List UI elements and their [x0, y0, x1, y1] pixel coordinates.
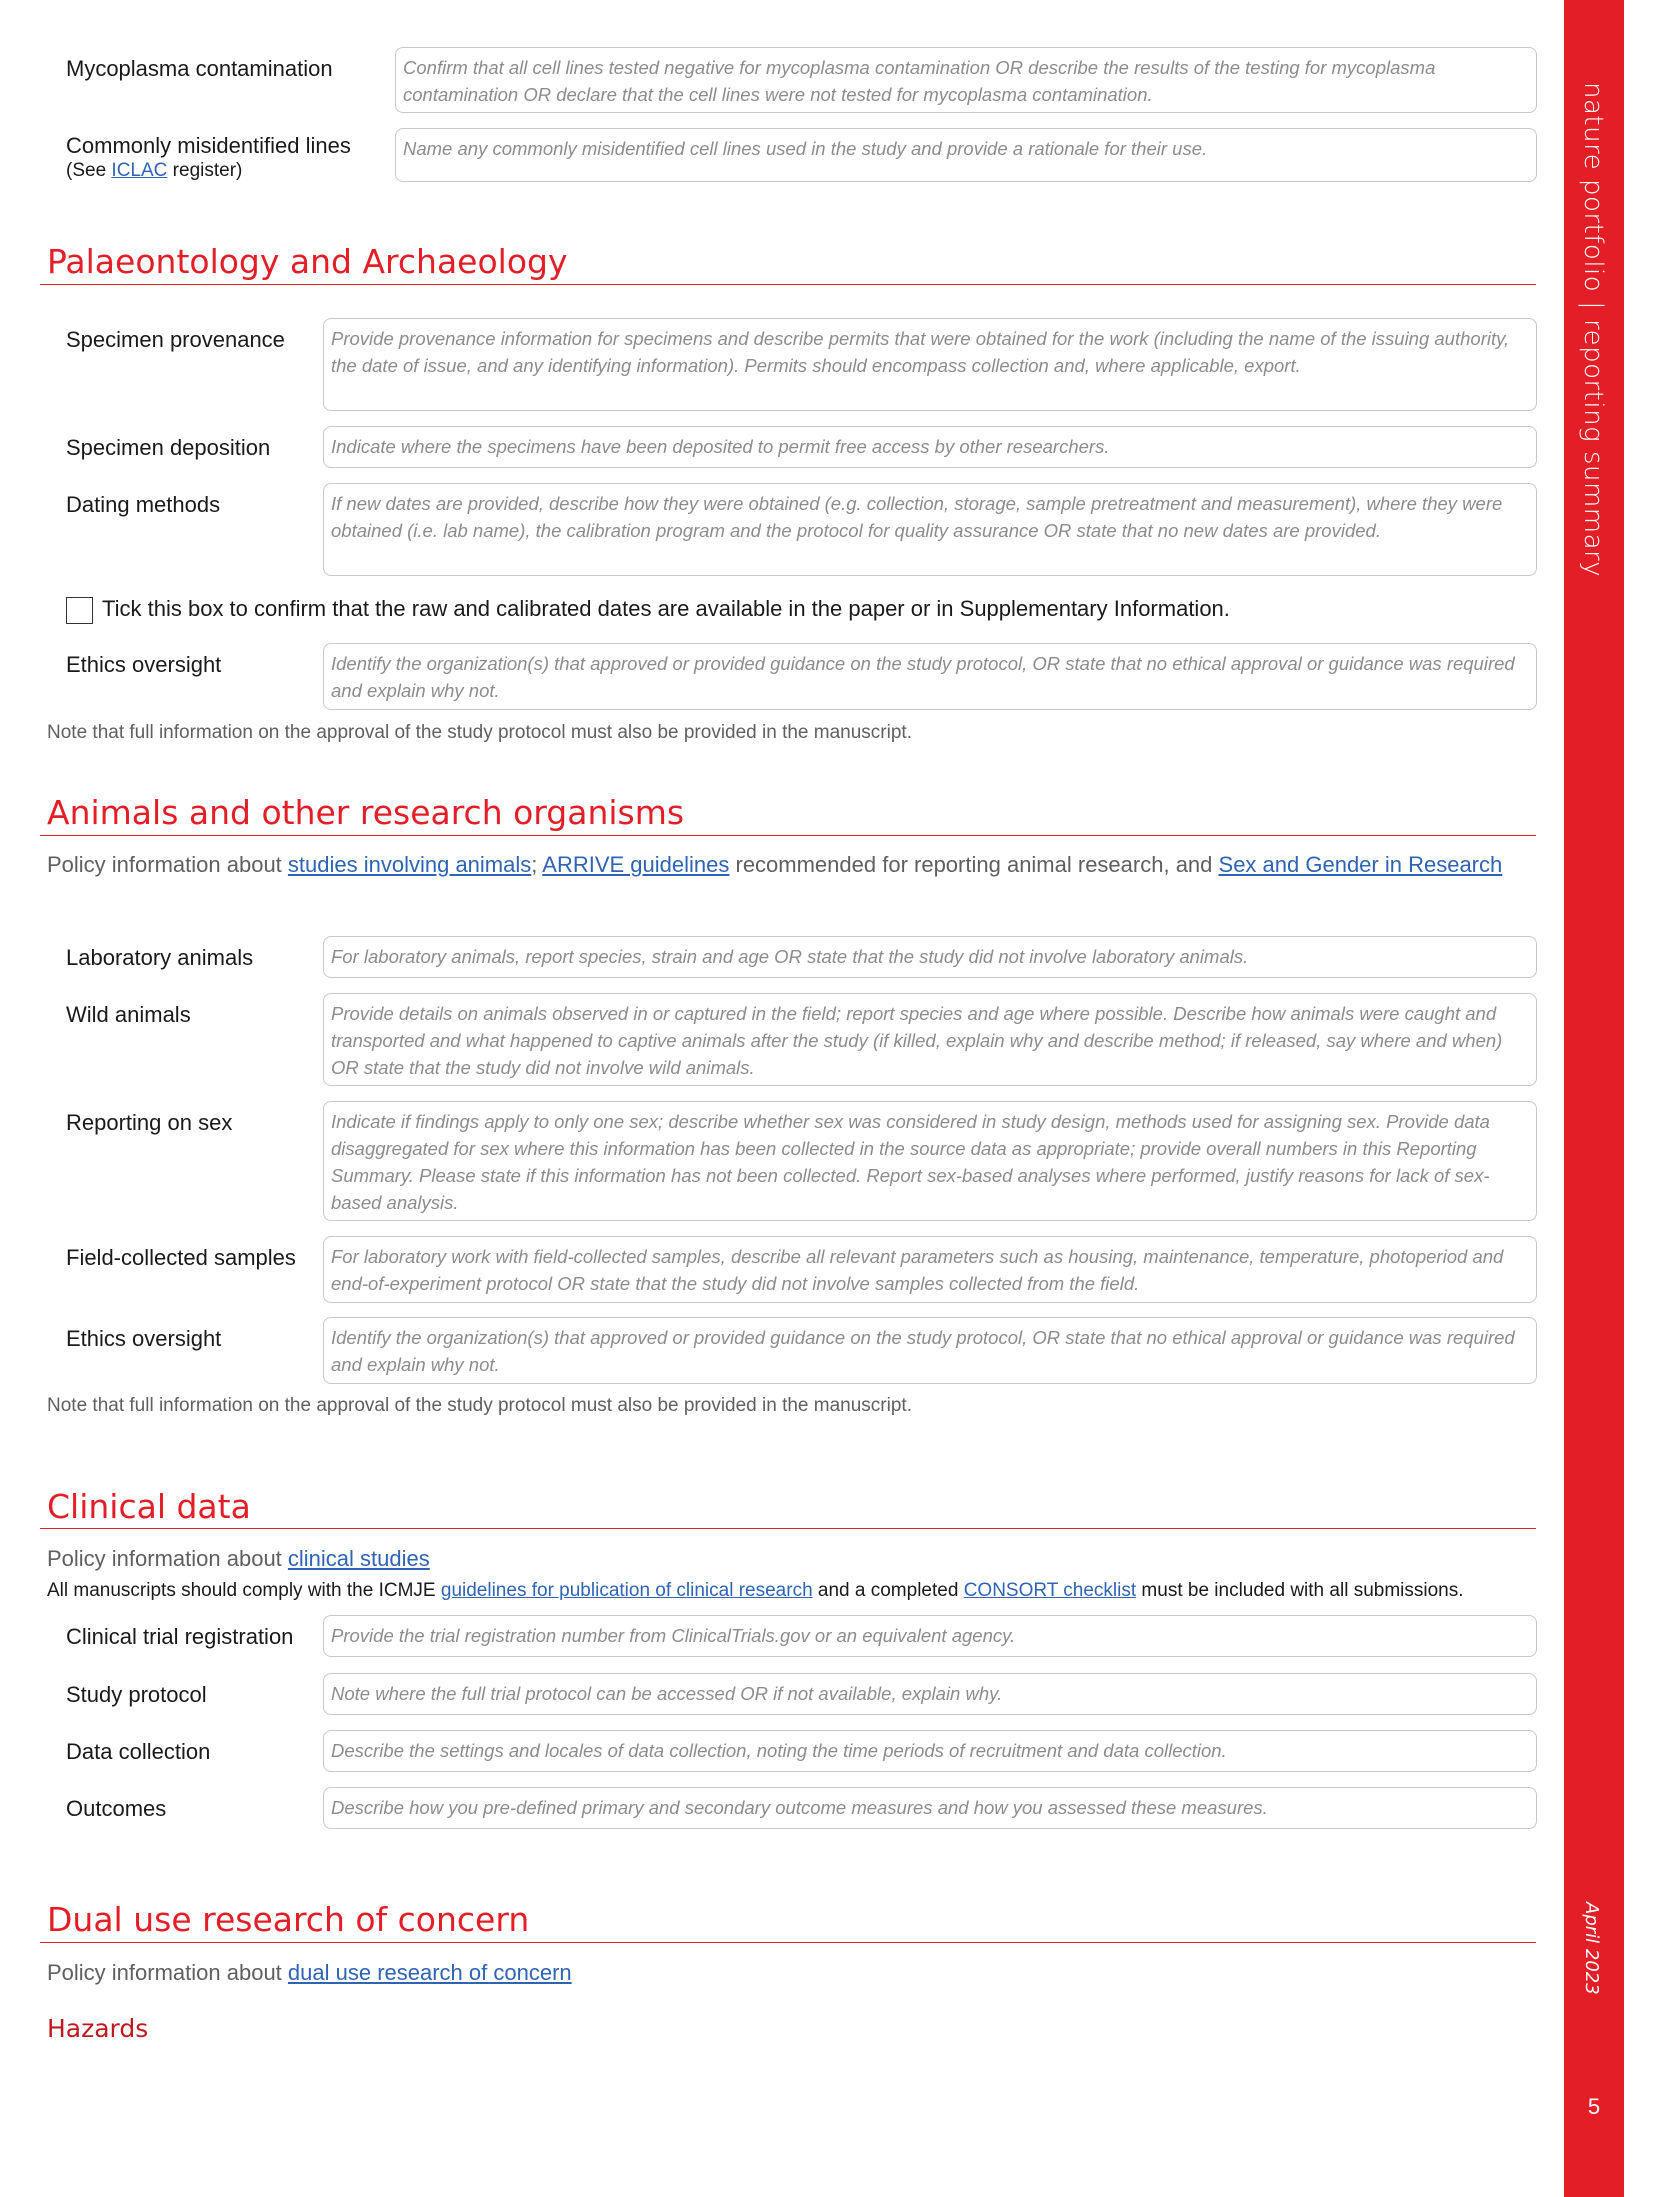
section-rule [40, 835, 1536, 836]
clinical-policy: Policy information about clinical studies [47, 1546, 430, 1571]
dual-use-link[interactable]: dual use research of concern [287, 1960, 572, 1985]
clinical-studies-link[interactable]: clinical studies [287, 1546, 430, 1571]
laboratory-field[interactable]: For laboratory animals, report species, strain and age OR state that the study did not involve laboratory animals. [323, 936, 1537, 978]
registration-field[interactable]: Provide the trial registration number from ClinicalTrials.gov or an equivalent agency. [323, 1615, 1537, 1657]
note-animals: Note that full information on the approval of the study protocol must also be provided in the manuscript. [47, 1395, 912, 1416]
hazards-heading: Hazards [47, 2014, 149, 2043]
laboratory-label: Laboratory animals [66, 945, 254, 970]
provenance-label: Specimen provenance [66, 327, 285, 352]
field-samples-field[interactable]: For laboratory work with field-collected samples, describe all relevant parameters such as housing, maintenance, temperature, photoperiod and end-of-experiment protocol OR state that the study did not involve samples collected from the field. [323, 1236, 1537, 1303]
consort-checklist-link[interactable]: CONSORT checklist [963, 1580, 1137, 1601]
section-title-palaeontology: Palaeontology and Archaeology [47, 242, 568, 281]
misidentified-sublabel: (See ICLAC register) [66, 160, 243, 181]
ethics-field-animals[interactable]: Identify the organization(s) that approved or provided guidance on the study protocol, OR state that no ethical approval or guidance was required and explain why not. [323, 1317, 1537, 1384]
misidentified-field[interactable]: Name any commonly misidentified cell lines used in the study and provide a rationale for their use. [395, 128, 1537, 182]
section-rule [40, 1528, 1536, 1529]
icmje-guidelines-link[interactable]: guidelines for publication of clinical research [440, 1580, 813, 1601]
provenance-field[interactable]: Provide provenance information for specimens and describe permits that were obtained for the work (including the name of the issuing authority, the date of issue, and any identifying information). Permits should encompass collection and, where applicable, export. [323, 318, 1537, 411]
dates-available-checkbox[interactable] [66, 597, 93, 624]
ethics-label-animals: Ethics oversight [66, 1326, 222, 1351]
section-title-clinical: Clinical data [47, 1487, 251, 1526]
section-rule [40, 284, 1536, 285]
wild-field[interactable]: Provide details on animals observed in or captured in the field; report species and age where possible. Describe how animals were caught and transported and what happened to captive animals after the study (if killed, explain why and describe method; if released, say where and when) OR state that the study did not involve wild animals. [323, 993, 1537, 1086]
sex-gender-link[interactable]: Sex and Gender in Research [1218, 852, 1503, 877]
field-samples-label: Field-collected samples [66, 1245, 296, 1270]
registration-label: Clinical trial registration [66, 1624, 294, 1649]
side-date: April 2023 [1581, 1902, 1602, 1995]
iclac-link[interactable]: ICLAC [111, 160, 168, 181]
studies-animals-link[interactable]: studies involving animals [287, 852, 532, 877]
misidentified-label: Commonly misidentified lines [66, 133, 351, 158]
wild-label: Wild animals [66, 1002, 191, 1027]
protocol-label: Study protocol [66, 1682, 207, 1707]
dual-use-policy: Policy information about dual use research of concern [47, 1960, 572, 1985]
ethics-field-palaeontology[interactable]: Identify the organization(s) that approved or provided guidance on the study protocol, OR state that no ethical approval or guidance was required and explain why not. [323, 643, 1537, 710]
ethics-label-palaeontology: Ethics oversight [66, 652, 222, 677]
outcomes-label: Outcomes [66, 1796, 167, 1821]
outcomes-field[interactable]: Describe how you pre-defined primary and secondary outcome measures and how you assessed these measures. [323, 1787, 1537, 1829]
section-title-animals: Animals and other research organisms [47, 793, 685, 832]
deposition-field[interactable]: Indicate where the specimens have been deposited to permit free access by other researchers. [323, 426, 1537, 468]
sex-field[interactable]: Indicate if findings apply to only one sex; describe whether sex was considered in study design, methods used for assigning sex. Provide data disaggregated for sex where this information has been collected in the source data as appropriate; provide overall numbers in this Reporting Summary. Please state if this information has not been collected. Report sex-based analyses where performed, justify reasons for lack of sex-based analysis. [323, 1101, 1537, 1221]
mycoplasma-field[interactable]: Confirm that all cell lines tested negative for mycoplasma contamination OR describe the results of the testing for mycoplasma contamination OR declare that the cell lines were not tested for mycoplasma contamination. [395, 47, 1537, 113]
collection-field[interactable]: Describe the settings and locales of data collection, noting the time periods of recruitment and data collection. [323, 1730, 1537, 1772]
page-number: 5 [1587, 2094, 1601, 2119]
clinical-comply: All manuscripts should comply with the ICMJE guidelines for publication of clinical research and a completed CONSORT checklist must be included with all submissions. [47, 1580, 1464, 1601]
protocol-field[interactable]: Note where the full trial protocol can be accessed OR if not available, explain why. [323, 1673, 1537, 1715]
side-brand: nature portfolio | reporting summary [1578, 82, 1608, 578]
animals-policy: Policy information about studies involving animals; ARRIVE guidelines recommended for reporting animal research, and Sex and Gender in Research [47, 852, 1503, 877]
dates-available-label: Tick this box to confirm that the raw and calibrated dates are available in the paper or in Supplementary Information. [102, 596, 1230, 621]
sex-label: Reporting on sex [66, 1110, 233, 1135]
dating-label: Dating methods [66, 492, 221, 517]
arrive-link[interactable]: ARRIVE guidelines [542, 852, 730, 877]
collection-label: Data collection [66, 1739, 211, 1764]
section-rule [40, 1942, 1536, 1943]
dating-field[interactable]: If new dates are provided, describe how they were obtained (e.g. collection, storage, sample pretreatment and measurement), where they were obtained (i.e. lab name), the calibration program and the protocol for quality assurance OR state that no new dates are provided. [323, 483, 1537, 576]
deposition-label: Specimen deposition [66, 435, 271, 460]
note-palaeontology: Note that full information on the approval of the study protocol must also be provided in the manuscript. [47, 722, 912, 743]
mycoplasma-label: Mycoplasma contamination [66, 56, 333, 81]
section-title-dual-use: Dual use research of concern [47, 1900, 530, 1939]
